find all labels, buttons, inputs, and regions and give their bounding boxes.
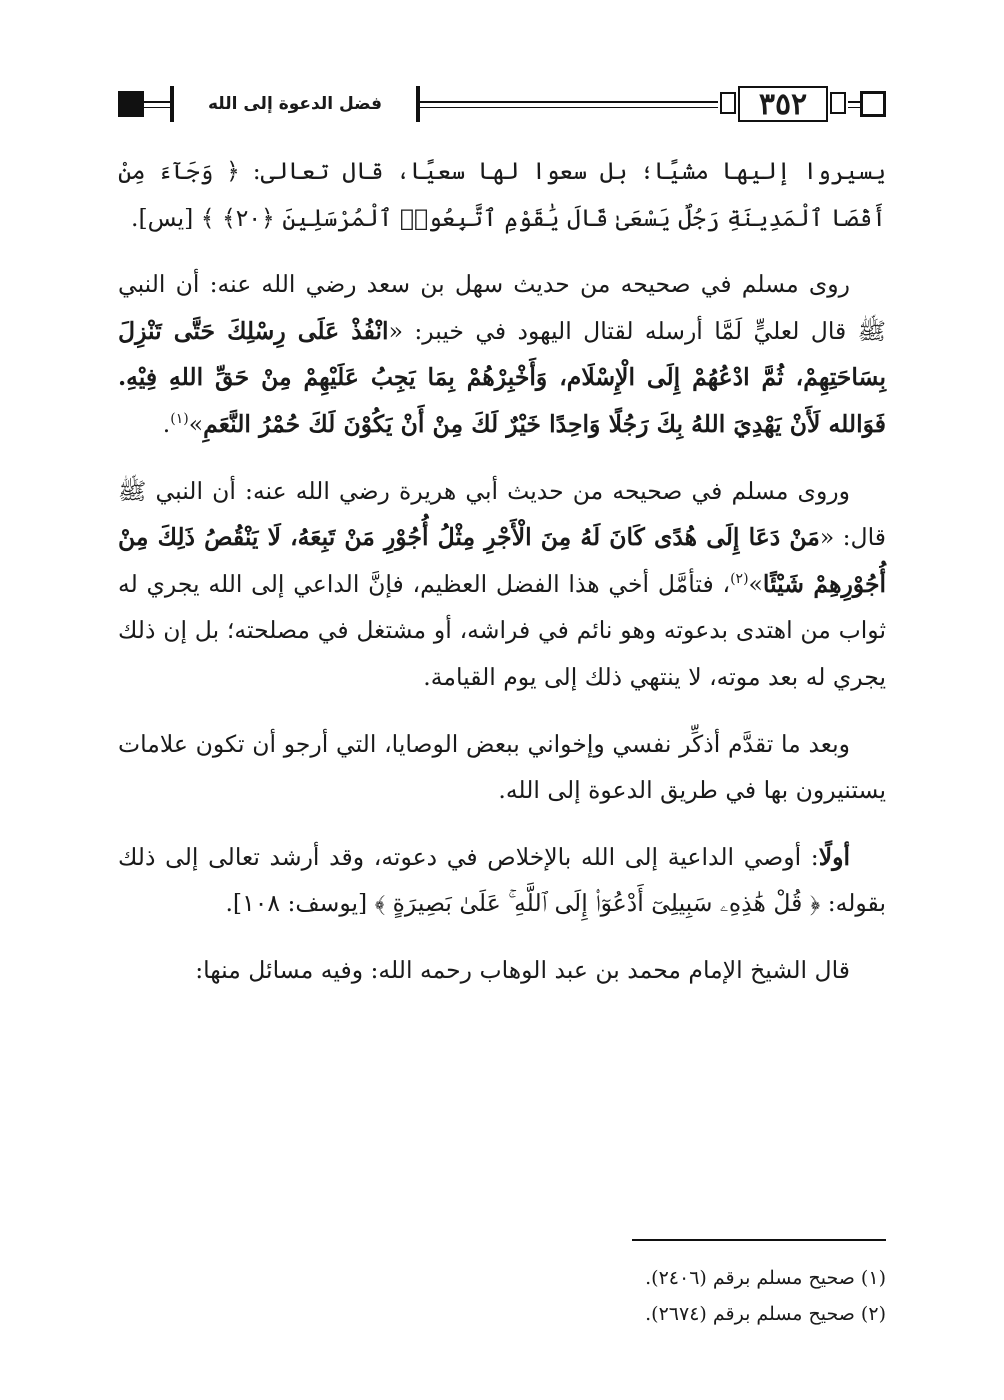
footnote-divider: [632, 1239, 886, 1241]
header-ornament-left: [118, 91, 144, 117]
footnote-item: (٢) صحيح مسلم برقم (٢٦٧٤).: [645, 1303, 886, 1325]
paragraph-first-advice: [118, 834, 886, 927]
header-ornament-right: [860, 91, 886, 117]
paragraph-hadith-abu-hurayra: [118, 468, 886, 701]
advice-lead: أولًا: [818, 842, 850, 871]
hadith-close: »: [188, 409, 204, 438]
page-body: [118, 148, 886, 1014]
paragraph-advice-intro: وبعد ما تقدَّم أذكِّر نفسي وإخواني ببعض الوصايا، التي أرجو أن تكون علامات يستنيرون بها في طريق الدعوة إلى الله.: [118, 729, 886, 805]
footnote-ref[interactable]: (٢): [730, 570, 749, 587]
page-number-frame: [718, 82, 848, 126]
page-number: ٣٥٢: [738, 86, 828, 122]
paragraph-text: ، فتأمَّل أخي هذا الفضل العظيم، فإنَّ الداعي إلى الله يجري له ثواب من اهتدى بدعوته وهو نائم في فراشه، أو مشتغل في مصلحته؛ بل إن ذلك يجري له بعد موته، لا ينتهي ذلك إلى يوم القيامة.: [118, 569, 886, 691]
hadith-intro: وروى مسلم في صحيحه من حديث أبي هريرة رضي الله عنه: أن النبي ﷺ قال: «: [118, 476, 886, 552]
footnotes: [118, 1260, 886, 1332]
hadith-intro: روى مسلم في صحيحه من حديث سهل بن سعد رضي الله عنه: أن النبي ﷺ قال لعليٍّ لَمَّا أرسله لقتال اليهود في خيبر: «: [118, 270, 886, 345]
footnote-item: (١) صحيح مسلم برقم (٢٤٠٦).: [645, 1267, 886, 1289]
hadith-text: مَنْ دَعَا إِلَى هُدًى كَانَ لَهُ مِنَ الْأَجْرِ مِثْلُ أُجُوْرِ مَنْ تَبِعَهُ، لَا يَنْقُصُ ذَلِكَ مِنْ أُجُوْرِهِمْ شَيْئًا: [118, 523, 887, 598]
running-title: فضل الدعوة إلى الله: [170, 86, 420, 122]
page-header: [118, 82, 886, 126]
footnote-ref[interactable]: (١): [170, 411, 189, 428]
paragraph-text: : أوصي الداعية إلى الله بالإخلاص في دعوته، وقد أرشد تعالى إلى ذلك بقوله: ﴿ قُلْ هَٰذِهِۦ سَبِيلِىٓ أَدْعُوٓا۟ إِلَى ٱللَّهِ ۚ عَلَىٰ بَصِيرَةٍ ﴾ [يوسف: ١٠٨].: [118, 842, 886, 918]
hadith-text: انْفُذْ عَلَى رِسْلِكَ حَتَّى تَنْزِلَ بِسَاحَتِهِمْ، ثُمَّ ادْعُهُمْ إِلَى الْإِسْلَام، وَأَخْبِرْهُمْ بِمَا يَجِبُ عَلَيْهِمْ مِنْ حَقِّ اللهِ فِيْهِ. فَوَالله لَأَنْ يَهْدِيَ اللهُ بِكَ رَجُلًا وَاحِدًا خَيْرٌ لَكَ مِنْ أَنْ يَكُوْنَ لَكَ حُمْرُ النَّعَمِ: [118, 316, 886, 438]
hadith-close: »: [748, 569, 763, 598]
frame-knot-icon: [720, 92, 736, 114]
paragraph-continuation: يسيروا إليها مشيًا؛ بل سعوا لها سعيًا، قال تعالى: ﴿ وَجَآءَ مِنْ أَقْصَا ٱلْمَدِينَةِ رَجُلٌ يَسْعَىٰ قَالَ يَٰقَوْمِ ٱتَّبِعُوا۟ ٱلْمُرْسَلِينَ ﴿٢٠﴾ ﴾ [يس].: [118, 157, 886, 232]
paragraph-hadith-sahl: [118, 261, 886, 447]
frame-knot-icon: [830, 92, 846, 114]
sentence-end: .: [162, 409, 171, 438]
paragraph-sheikh-quote: قال الشيخ الإمام محمد بن عبد الوهاب رحمه الله: وفيه مسائل منها:: [195, 955, 850, 984]
